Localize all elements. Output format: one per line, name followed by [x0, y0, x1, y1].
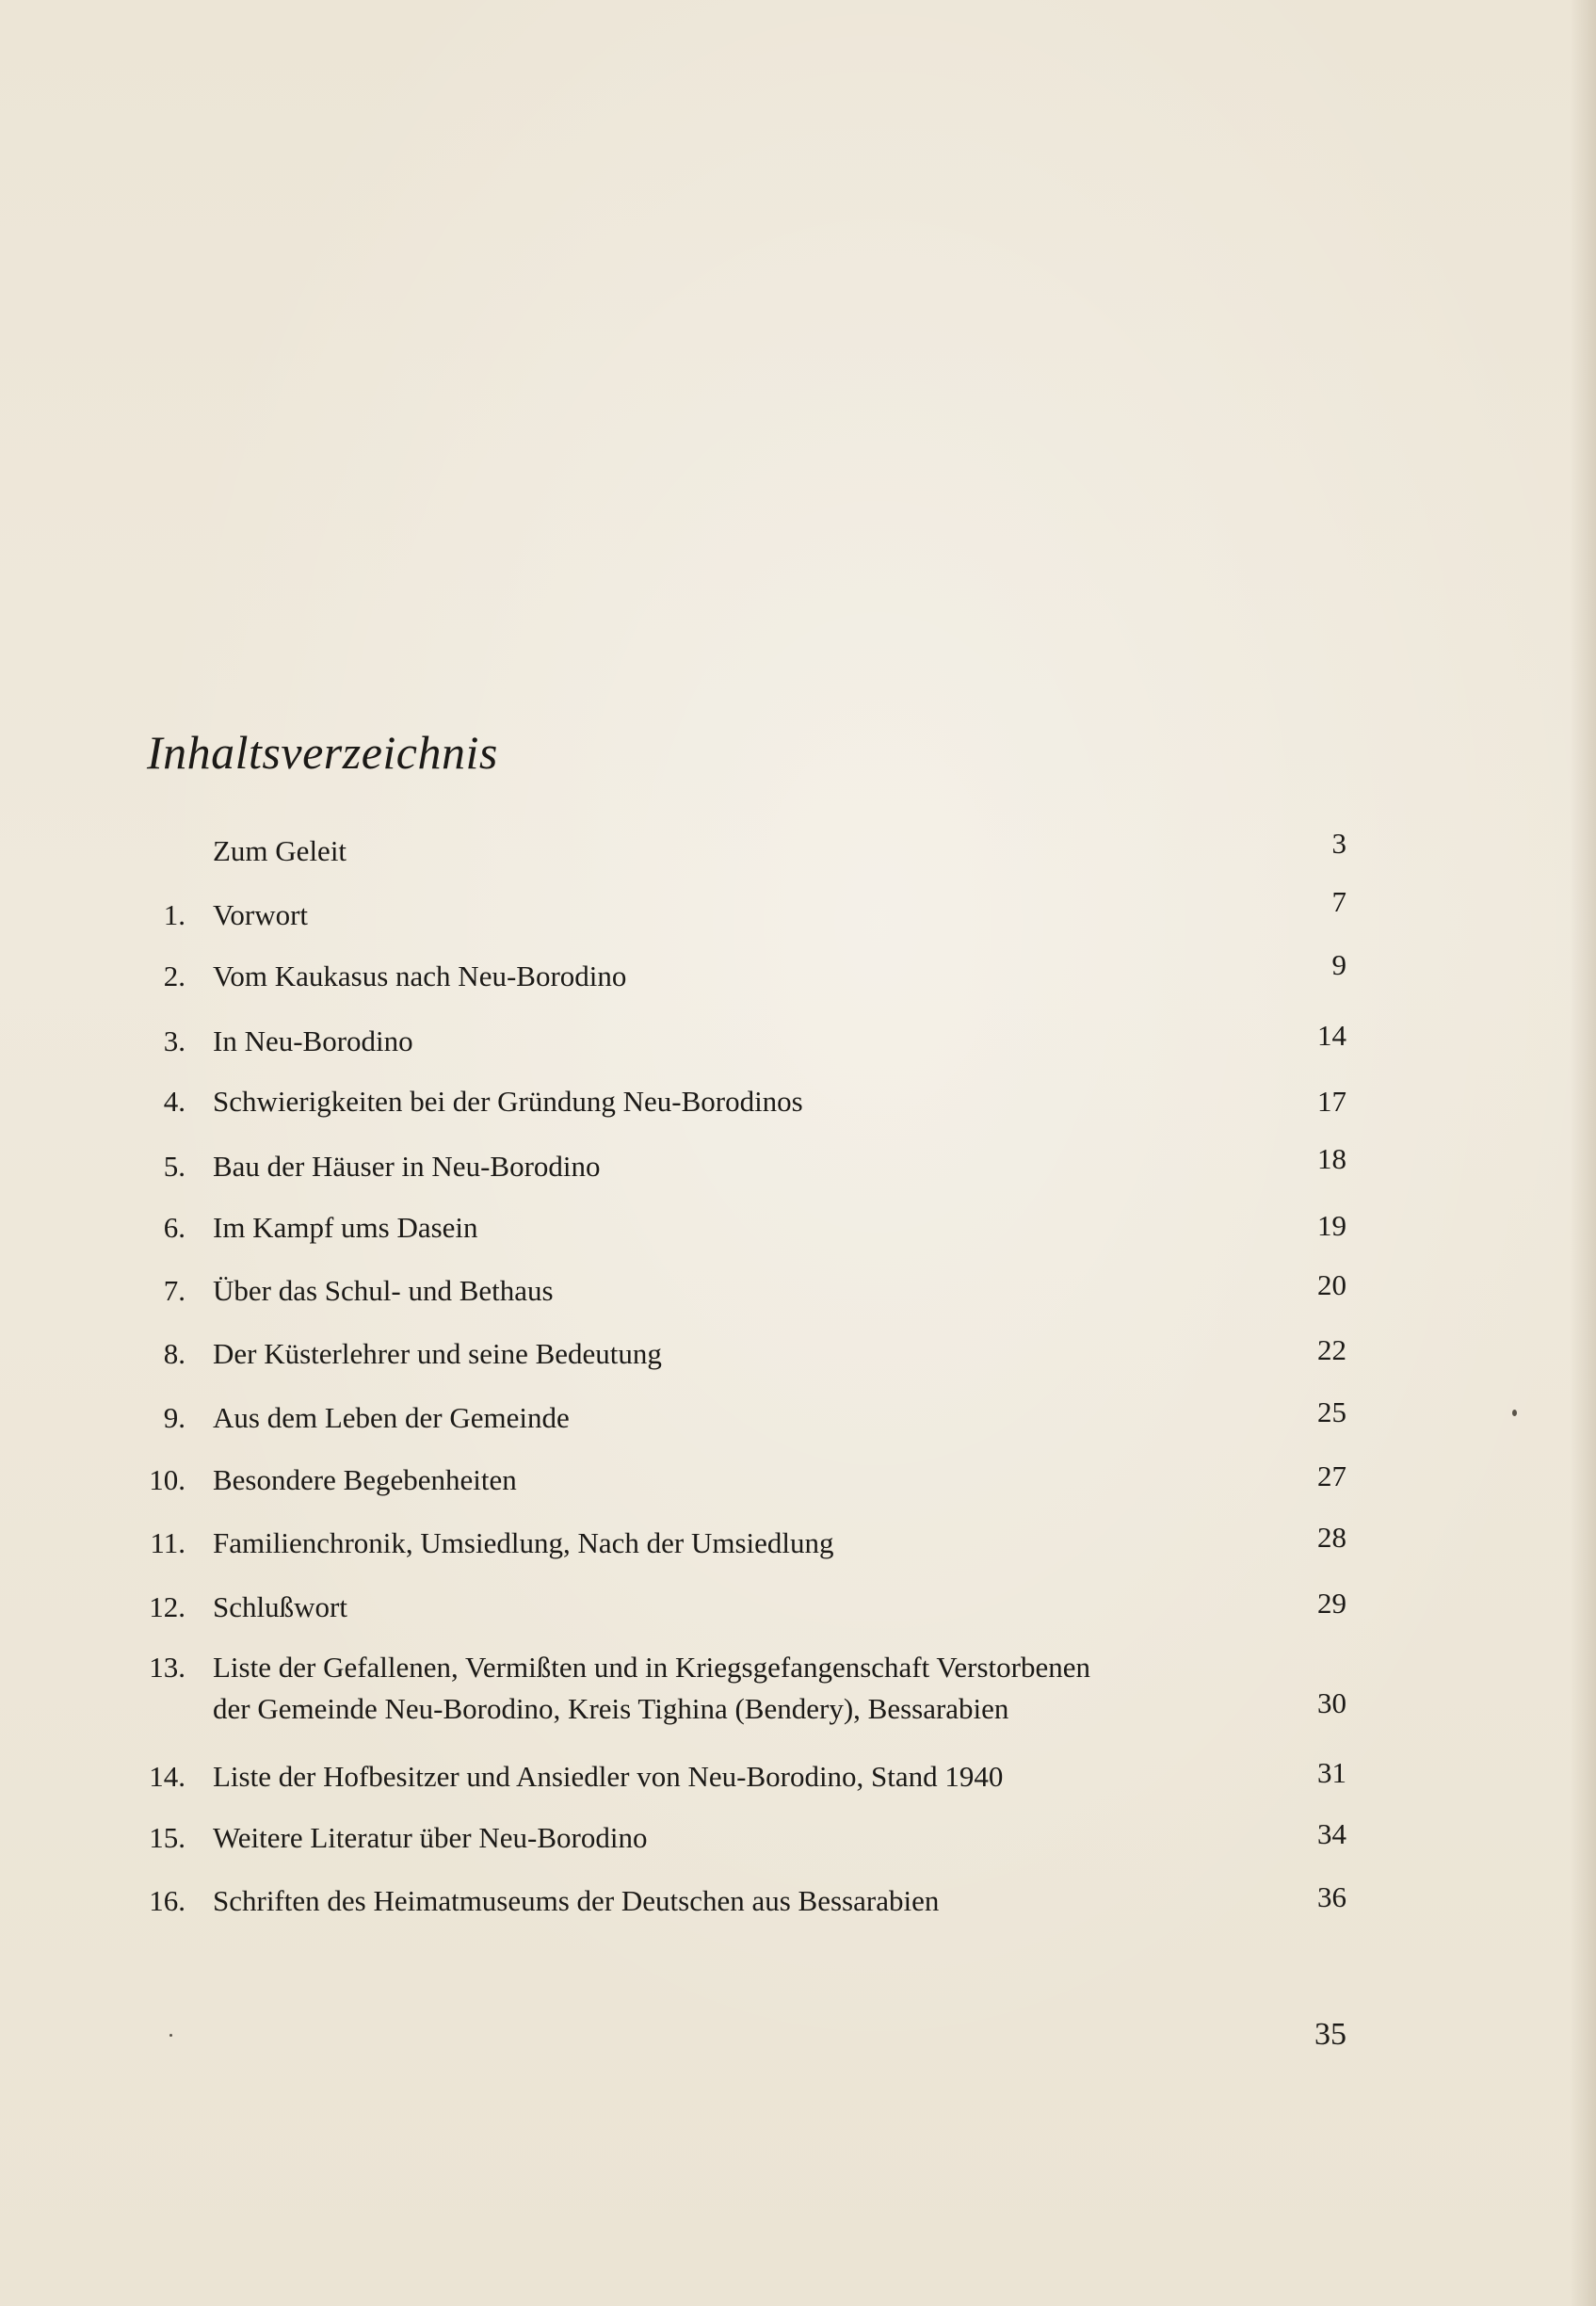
toc-entry-number: 4. [163, 1085, 185, 1118]
toc-entry-page: 30 [1317, 1686, 1346, 1719]
paper-speck [169, 2034, 172, 2037]
toc-entry-page: 28 [1317, 1521, 1346, 1554]
toc-heading: Inhaltsverzeichnis [147, 726, 498, 779]
toc-entry-page: 22 [1317, 1333, 1346, 1366]
toc-entry-page: 25 [1317, 1395, 1346, 1428]
toc-entry-title: Aus dem Leben der Gemeinde [213, 1401, 570, 1434]
toc-entry-number: 16. [149, 1884, 185, 1917]
toc-entry-page: 17 [1317, 1085, 1346, 1118]
toc-entry [0, 1019, 1596, 1065]
toc-entry-page: 29 [1317, 1587, 1346, 1620]
toc-entry-number: 1. [163, 898, 185, 931]
toc-entry-title: Familienchronik, Umsiedlung, Nach der Umsiedlung [213, 1526, 834, 1559]
toc-entry-number: 12. [149, 1590, 185, 1623]
toc-entry-page: 36 [1317, 1880, 1346, 1913]
toc-entry-page: 3 [1331, 827, 1346, 860]
toc-entry [0, 1756, 1596, 1800]
toc-entry-number: 10. [149, 1463, 185, 1496]
toc-entry [0, 948, 1596, 1000]
toc-entry-page: 31 [1317, 1756, 1346, 1789]
toc-entry-number: 13. [149, 1651, 185, 1684]
toc-entry [0, 1395, 1596, 1442]
toc-entry [0, 1521, 1596, 1567]
toc-entry-number: 3. [163, 1024, 185, 1057]
toc-entry-page: 19 [1317, 1209, 1346, 1242]
toc-entry-page: 34 [1317, 1817, 1346, 1850]
toc-entry [0, 1880, 1596, 1925]
toc-entry-number: 11. [150, 1526, 185, 1559]
toc-entry-page: 18 [1317, 1142, 1346, 1175]
toc-entry-title: In Neu-Borodino [213, 1024, 413, 1057]
toc-entry-title [213, 1650, 1090, 1727]
toc-entry-page: 7 [1331, 885, 1346, 918]
toc-entry-title: Liste der Hofbesitzer und Ansiedler von Neu-Borodino, Stand 1940 [213, 1760, 1004, 1793]
toc-entry-number: 2. [163, 959, 185, 992]
paper-speck [1512, 1410, 1517, 1416]
toc-entry-number: 14. [149, 1760, 185, 1793]
toc-entry-page: 14 [1317, 1019, 1346, 1052]
toc-entry [0, 1333, 1596, 1378]
toc-entry-number: 7. [163, 1274, 185, 1307]
toc-entry [0, 1268, 1596, 1314]
toc-entry [0, 1459, 1596, 1504]
toc-entry-title: Vom Kaukasus nach Neu-Borodino [213, 959, 627, 992]
toc-entry [0, 1817, 1596, 1862]
toc-entry-title: Weitere Literatur über Neu-Borodino [213, 1821, 648, 1854]
toc-entry-number: 9. [163, 1401, 185, 1434]
toc-entry [0, 827, 1596, 875]
toc-entry-number: 6. [163, 1211, 185, 1244]
toc-entry-title-line: der Gemeinde Neu-Borodino, Kreis Tighina (Bendery), Bessarabien [213, 1692, 1009, 1725]
toc-entry-title-line: Liste der Gefallenen, Vermißten und in Kriegsgefangenschaft Verstorbenen [213, 1651, 1090, 1684]
toc-entry [0, 1084, 1596, 1125]
toc-entry-title: Besondere Begebenheiten [213, 1463, 517, 1496]
toc-entry-number: 15. [149, 1821, 185, 1854]
toc-entry [0, 1589, 1596, 1631]
toc-entry-page: 20 [1317, 1268, 1346, 1301]
toc-entry-title: Schriften des Heimatmuseums der Deutschen aus Bessarabien [213, 1884, 940, 1917]
toc-entry-number: 8. [163, 1337, 185, 1370]
toc-entry-title: Bau der Häuser in Neu-Borodino [213, 1150, 601, 1183]
toc-entry [0, 1142, 1596, 1190]
toc-entry-title: Schlußwort [213, 1590, 347, 1623]
page-number: 35 [1314, 2017, 1346, 2052]
toc-entry-title: Über das Schul- und Bethaus [213, 1274, 554, 1307]
toc-entry [0, 1210, 1596, 1251]
toc-entry-title: Der Küsterlehrer und seine Bedeutung [213, 1337, 662, 1370]
toc-entry-page: 27 [1317, 1459, 1346, 1492]
toc-entry-title: Im Kampf ums Dasein [213, 1211, 478, 1244]
toc-entry-number: 5. [163, 1150, 185, 1183]
toc-entry-title: Schwierigkeiten bei der Gründung Neu-Borodinos [213, 1085, 803, 1118]
toc-entry [0, 885, 1596, 939]
toc-entry [0, 1650, 1596, 1733]
toc-entry-title: Zum Geleit [213, 834, 347, 867]
toc-entry-title: Vorwort [213, 898, 309, 931]
toc-entry-page: 9 [1331, 948, 1346, 981]
